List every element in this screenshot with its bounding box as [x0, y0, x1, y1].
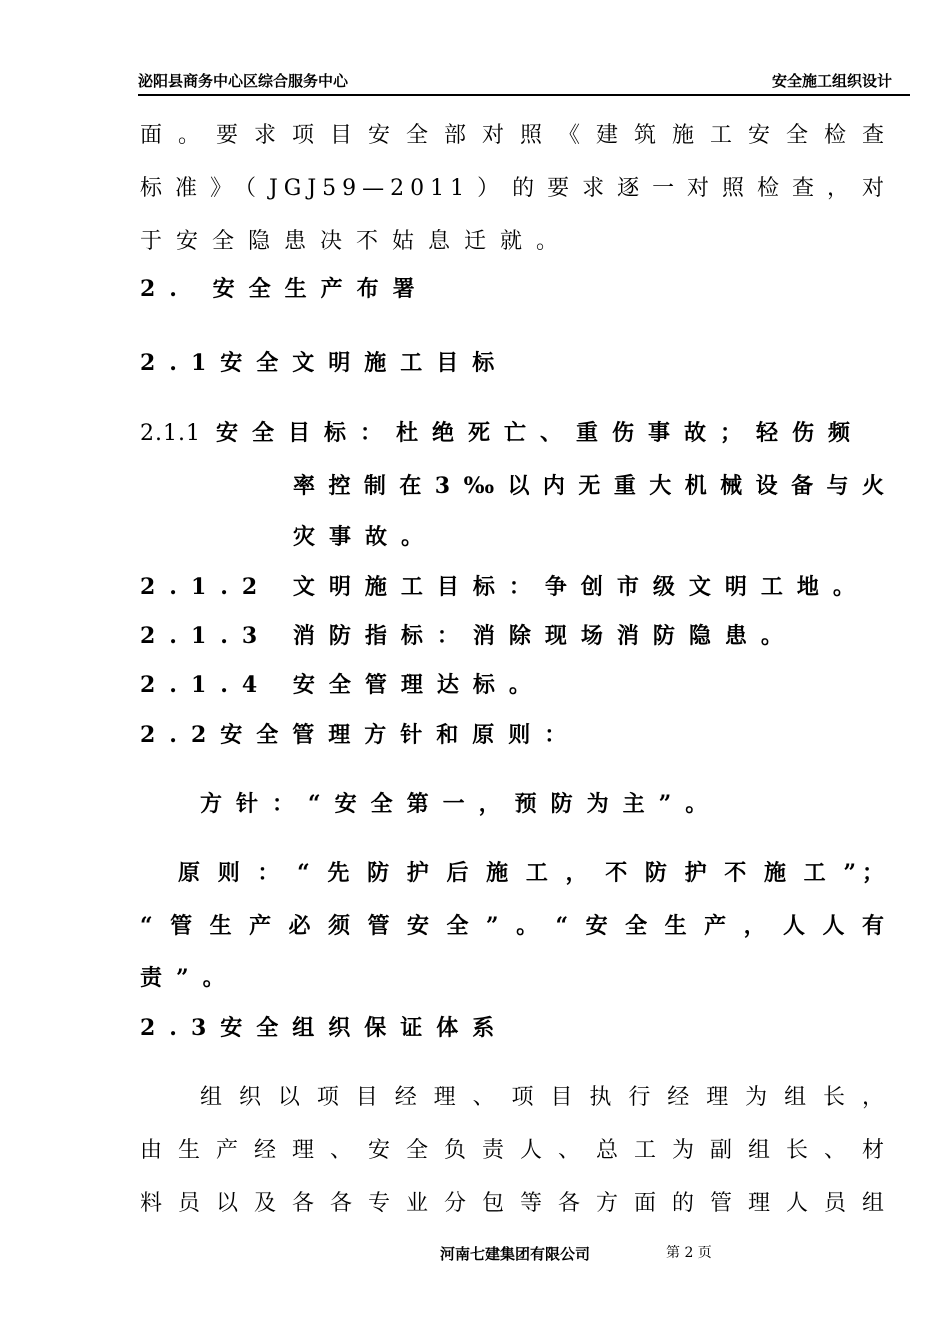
page-header: [138, 70, 910, 96]
heading-2-3: 2.3安全组织保证体系: [140, 1015, 509, 1041]
heading-2-1-1-line-2: 率控制在3‰以内无重大机械设备与火: [293, 473, 890, 499]
heading-2: 2. 安全生产布署: [140, 276, 429, 302]
header-doc-title: 安全施工组织设计: [771, 72, 892, 90]
org-line-1: 组织以项目经理、项目执行经理为组长，: [200, 1085, 890, 1110]
heading-2-2: 2.2安全管理方针和原则：: [140, 722, 581, 748]
org-line-2: 由生产经理、安全负责人、总工为副组长、材: [140, 1138, 890, 1163]
paragraph-line-1: 面。要求项目安全部对照《建筑施工安全检查: [140, 123, 890, 148]
heading-2-1-2: 2.1.2 文明施工目标：争创市级文明工地。: [140, 574, 869, 600]
heading-2-1-1-text: 安全目标：杜绝死亡、重伤事故；轻伤频: [216, 420, 865, 446]
heading-2-1: 2.1安全文明施工目标: [140, 350, 509, 376]
principle-line-1: 原则：“先防护后施工，不防护不施工”；: [178, 860, 890, 886]
heading-2-1-4: 2.1.4 安全管理达标。: [140, 672, 545, 698]
footer-page-number: 第 2 页: [666, 1245, 712, 1261]
policy-line: 方针：“安全第一，预防为主”。: [200, 791, 722, 817]
heading-2-1-3: 2.1.3 消防指标：消除现场消防隐患。: [140, 623, 797, 649]
footer-company: 河南七建集团有限公司: [440, 1245, 591, 1263]
heading-2-1-1-line-3: 灾事故。: [293, 524, 438, 550]
paragraph-line-2: 标准》（JGJ59—2011）的要求逐一对照检查，对: [140, 176, 890, 201]
header-project-name: 泌阳县商务中心区综合服务中心: [138, 72, 349, 90]
heading-2-1-1-number: 2.1.1: [140, 421, 201, 446]
paragraph-line-3: 于安全隐患决不姑息迁就。: [140, 229, 573, 254]
heading-2-1-1: [140, 416, 890, 447]
principle-line-3: 责”。: [140, 965, 239, 991]
principle-line-2: “管生产必须管安全”。“安全生产，人人有: [140, 913, 890, 939]
org-line-3: 料员以及各各专业分包等各方面的管理人员组: [140, 1191, 890, 1216]
